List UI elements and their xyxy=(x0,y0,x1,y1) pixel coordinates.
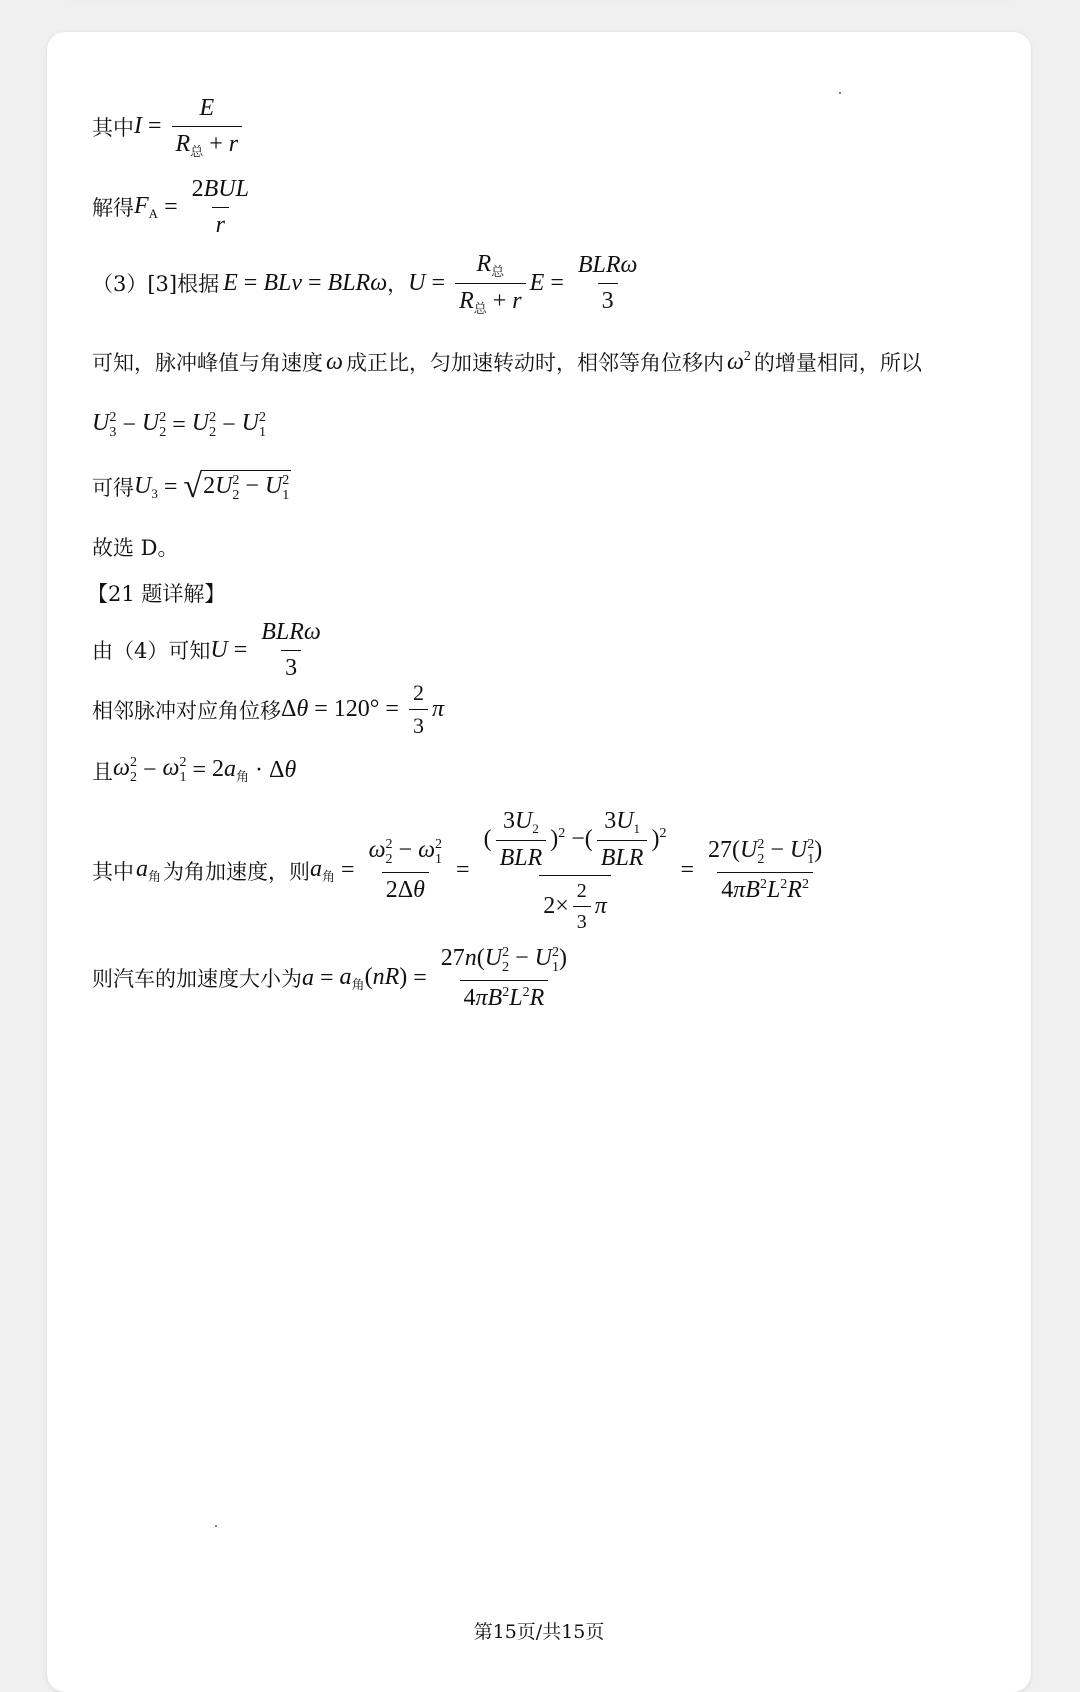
equation-current: 其中 I = $\frac{E}{R_总 + r}$ xyxy=(92,94,246,159)
equation-u3: 可得 $U_3$ = √ $2U^2_2 - U^2_1$ xyxy=(92,468,290,505)
equation-force: 解得 $F_A$ = $\frac{\text{2BUL}}{r}$ xyxy=(92,176,249,238)
equation-angular-acceleration: 其中 $a_角$ 为角加速度，则 $a_角$ = $\frac{\omega^2_2 - \omega^2_1}{2\Delta\theta}$ = ( $\frac{3U_2}{\text{BLR}}$ )$^2$ −( $\frac{3U_1}{\text{BLR}}$ )$^2$ 2× $\frac{2}{3}$ π = $\frac{27(U^2_2 - U^2_1)}{4\pi B^2L^2R^2}$ xyxy=(92,808,823,934)
section-heading-21: 【21 题详解】 xyxy=(87,582,226,606)
scan-dot xyxy=(215,1525,217,1527)
paragraph-proportional: 可知，脉冲峰值与角速度 ω 成正比，匀加速转动时，相邻等角位移内 $\omega^2$ 的增量相同，所以 xyxy=(92,348,922,375)
scan-dot xyxy=(839,92,841,94)
document-page xyxy=(47,32,1031,1692)
equation-angle: 相邻脉冲对应角位移 Δθ = 120° = $\frac{2}{3}$ π xyxy=(92,680,444,739)
equation-car-acceleration: 则汽车的加速度大小为 a = $a_角(nR)$ = $\frac{27n(U^2_2 - U^2_1)}{4\pi B^2L^2R}$ xyxy=(92,945,568,1011)
equation-part3: （3）[3]根据 E = BLv = BLRω ， U = $\frac{R_总}{R_总 + r}$ E = $\frac{\text{BLRω}}{3}$ xyxy=(92,251,638,316)
equation-u: 由（4）可知 U = $\frac{\text{BLRω}}{3}$ xyxy=(92,619,321,681)
answer-choice: 故选 D。 xyxy=(92,536,179,560)
equation-omega: 且 $\omega^2_2$ − $\omega^2_1$ = $2a_角$ · Δθ xyxy=(92,755,297,785)
page-footer: 第15页/共15页 xyxy=(473,1621,605,1643)
equation-voltage-difference: $U^2_3$ − $U^2_2$ = $U^2_2$ − $U^2_1$ xyxy=(92,410,267,440)
